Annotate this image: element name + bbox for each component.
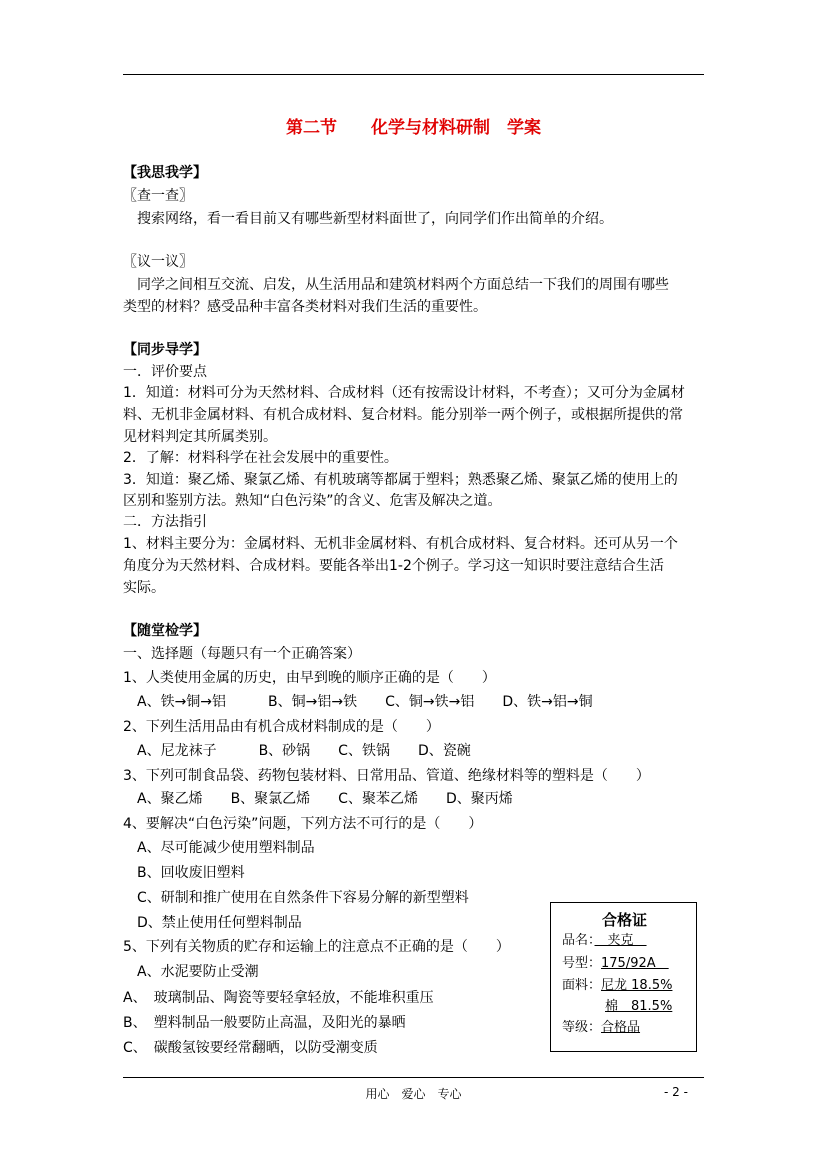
header-rule [123,74,704,75]
certificate-model-row [562,955,669,973]
paragraph-line: 3．知道：聚乙烯、聚氯乙烯、有机玻璃等都属于塑料；熟悉聚乙烯、聚氯乙烯的使用上的 [123,472,678,488]
paragraph-line: 角度分为天然材料、合成材料。要能各举出1-2个例子。学习这一知识时要注意结合生活 [123,558,664,574]
certificate-model-value: 175/92A [601,956,669,971]
page-title: 第二节 化学与材料研制 学案 [286,118,541,138]
certificate-grade-row [562,1019,640,1037]
question-4-option-c: C、研制和推广使用在自然条件下容易分解的新型塑料 [123,890,469,906]
certificate-fabric-value-1: 尼龙 18.5% [601,978,673,993]
page-number: - 2 - [664,1085,688,1099]
question-5-option-c: C、 碳酸氢铵要经常翻晒，以防受潮变质 [123,1040,378,1056]
certificate-model-label: 号型： [562,956,602,971]
question-2-options: A、尼龙袜子 B、砂锅 C、铁锅 D、瓷碗 [123,743,471,759]
section-heading-suitang: 【随堂检学】 [123,623,207,639]
question-4-option-d: D、禁止使用任何塑料制品 [123,915,302,931]
question-3: 3、下列可制食品袋、药物包装材料、日常用品、管道、绝缘材料等的塑料是（ ） [123,768,650,784]
question-2: 2、下列生活用品由有机合成材料制成的是（ ） [123,719,440,735]
question-5-option-a2: A、 玻璃制品、陶瓷等要轻拿轻放，不能堆积重压 [123,990,434,1006]
certificate-fabric-row [562,977,672,995]
certificate-fabric-value-2: 棉 81.5% [605,999,673,1014]
certificate-title: 合格证 [601,911,647,929]
certificate-fabric-label: 面料： [562,978,602,993]
question-4: 4、要解决“白色污染”问题，下列方法不可行的是（ ） [123,816,483,832]
certificate-fabric-row-2 [605,998,672,1016]
certificate-box [550,902,697,1052]
question-5: 5、下列有关物质的贮存和运输上的注意点不正确的是（ ） [123,939,510,955]
paragraph-line: 搜索网络，看一看目前又有哪些新型材料面世了，向同学们作出简单的介绍。 [123,211,613,227]
certificate-name-value: 夹克 [594,933,647,948]
question-5-option-a: A、水泥要防止受潮 [123,964,259,980]
paragraph-line: 见材料判定其所属类别。 [123,429,277,445]
certificate-name-row [562,932,647,950]
paragraph-line: 实际。 [123,580,165,596]
footer-motto: 用心 爱心 专心 [365,1087,462,1101]
paragraph-line: 同学之间相互交流、启发，从生活用品和建筑材料两个方面总结一下我们的周围有哪些 [123,277,669,293]
subheading-pingjia: 一．评价要点 [123,364,207,380]
subheading-xuanze: 一、选择题（每题只有一个正确答案） [123,646,361,662]
certificate-grade-label: 等级： [562,1020,602,1035]
paragraph-line: 区别和鉴别方法。熟知“白色污染”的含义、危害及解决之道。 [123,493,502,509]
subheading-yi: 〖议一议〗 [123,254,193,270]
subheading-cha: 〖查一查〗 [123,188,193,204]
paragraph-line: 料、无机非金属材料、有机合成材料、复合材料。能分别举一两个例子，或根据所提供的常 [123,407,683,423]
section-heading-wosi: 【我思我学】 [123,165,207,181]
question-5-option-b: B、 塑料制品一般要防止高温，及阳光的暴晒 [123,1015,406,1031]
paragraph-line: 1．知道：材料可分为天然材料、合成材料（还有按需设计材料，不考查）；又可分为金属材 [123,385,685,401]
certificate-name-label: 品名： [562,933,595,948]
question-3-options: A、聚乙烯 B、聚氯乙烯 C、聚苯乙烯 D、聚丙烯 [123,791,513,807]
certificate-grade-value: 合格品 [601,1020,641,1035]
question-1-options: A、铁→铜→铝 B、铜→铝→铁 C、铜→铁→铝 D、铁→铝→铜 [123,694,593,710]
question-1: 1、人类使用金属的历史，由早到晚的顺序正确的是（ ） [123,670,496,686]
footer-rule [123,1077,704,1078]
paragraph-line: 1、材料主要分为：金属材料、无机非金属材料、有机合成材料、复合材料。还可从另一个 [123,536,678,552]
subheading-fangfa: 二．方法指引 [123,514,207,530]
question-4-option-a: A、尽可能减少使用塑料制品 [123,840,315,856]
paragraph-line: 2．了解：材料科学在社会发展中的重要性。 [123,450,398,466]
section-heading-tongbu: 【同步导学】 [123,342,207,358]
question-4-option-b: B、回收废旧塑料 [123,865,245,881]
paragraph-line: 类型的材料？感受品种丰富各类材料对我们生活的重要性。 [123,299,487,315]
